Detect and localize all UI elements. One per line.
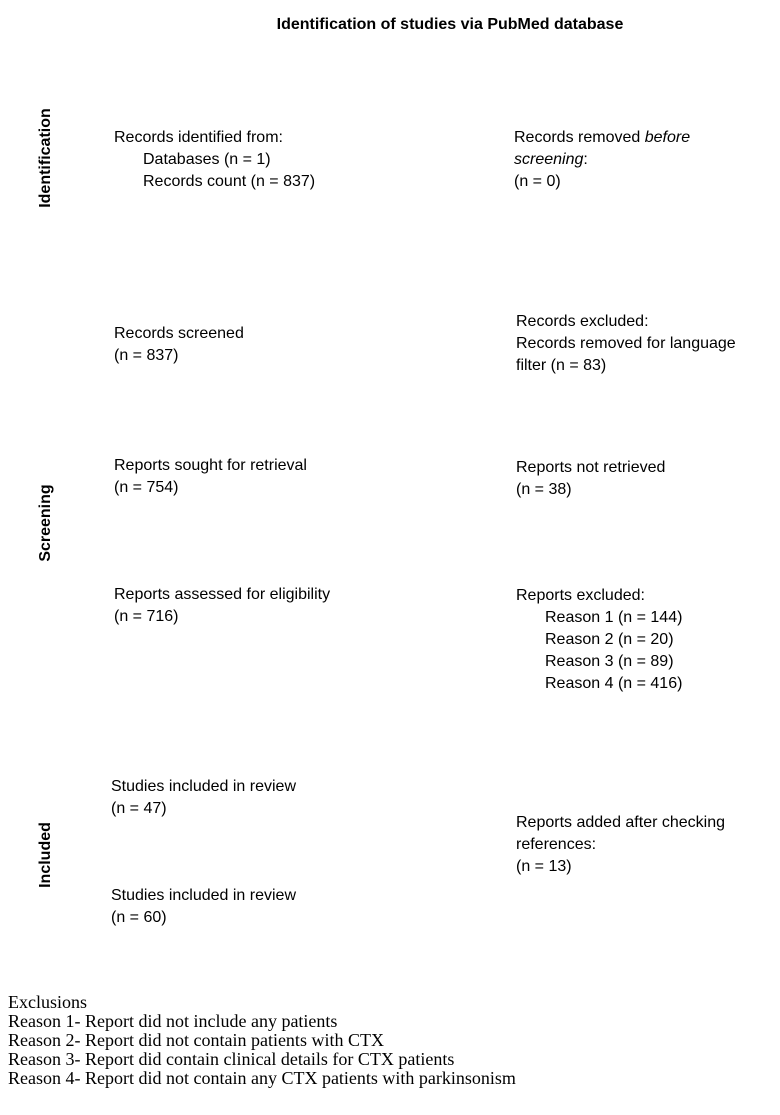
studies-included-box-2 bbox=[111, 885, 296, 929]
box-line: (n = 13) bbox=[516, 858, 572, 875]
reports-assessed-box bbox=[114, 584, 330, 628]
box-line: (n = 716) bbox=[114, 608, 179, 625]
box-text-italic: before bbox=[644, 129, 691, 146]
box-line: (n = 47) bbox=[111, 800, 167, 817]
box-line: Records screened bbox=[114, 325, 244, 342]
box-text: Records removed bbox=[514, 129, 645, 146]
stage-label-included: Included bbox=[37, 822, 54, 888]
reports-added-box bbox=[516, 812, 725, 878]
box-line: Records count (n = 837) bbox=[143, 173, 316, 190]
diagram-title: Identification of studies via PubMed database bbox=[276, 16, 624, 33]
exclusion-reason: Reason 2 (n = 20) bbox=[545, 631, 674, 648]
box-heading: Reports excluded: bbox=[516, 587, 645, 604]
exclusion-note: Reason 3- Report did contain clinical details for CTX patients bbox=[8, 1049, 455, 1069]
exclusions-heading: Exclusions bbox=[8, 992, 87, 1012]
studies-included-box-1 bbox=[111, 776, 296, 820]
exclusion-note: Reason 4- Report did not contain any CTX patients with parkinsonism bbox=[8, 1068, 516, 1088]
box-line: Studies included in review bbox=[111, 887, 296, 904]
box-line: (n = 0) bbox=[514, 173, 561, 190]
records-removed-box bbox=[514, 127, 690, 193]
box-line: (n = 38) bbox=[516, 481, 572, 498]
stage-label-screening: Screening bbox=[37, 484, 54, 562]
box-line: (n = 754) bbox=[114, 479, 179, 496]
exclusion-reason: Reason 4 (n = 416) bbox=[545, 675, 683, 692]
records-screened-box bbox=[114, 323, 244, 367]
box-heading: Records identified from: bbox=[114, 129, 283, 146]
exclusion-reason: Reason 1 (n = 144) bbox=[545, 609, 683, 626]
box-line: references: bbox=[516, 836, 597, 853]
exclusion-note: Reason 1- Report did not include any patients bbox=[8, 1011, 338, 1031]
box-line: Reports sought for retrieval bbox=[114, 457, 307, 474]
box-line: Records removed for language bbox=[516, 335, 736, 352]
box-text-italic: screening bbox=[514, 151, 584, 168]
box-text: : bbox=[583, 151, 588, 168]
box-line: filter (n = 83) bbox=[516, 357, 607, 374]
box-line: Reports assessed for eligibility bbox=[114, 586, 331, 603]
stage-label-identification: Identification bbox=[37, 108, 54, 208]
exclusion-note: Reason 2- Report did not contain patients with CTX bbox=[8, 1030, 384, 1050]
records-identified-box bbox=[114, 127, 315, 193]
reports-excluded-box bbox=[516, 585, 682, 695]
box-line: Reports added after checking bbox=[516, 814, 726, 831]
box-line: Reports not retrieved bbox=[516, 459, 666, 476]
box-line: Databases (n = 1) bbox=[143, 151, 271, 168]
exclusion-reason: Reason 3 (n = 89) bbox=[545, 653, 674, 670]
exclusions-notes bbox=[8, 993, 516, 1088]
box-line: Records excluded: bbox=[516, 313, 649, 330]
box-line: Studies included in review bbox=[111, 778, 296, 795]
box-line: (n = 837) bbox=[114, 347, 179, 364]
reports-sought-box bbox=[114, 455, 307, 499]
records-excluded-box bbox=[516, 311, 736, 377]
box-line: (n = 60) bbox=[111, 909, 167, 926]
reports-not-retrieved-box bbox=[516, 457, 665, 501]
